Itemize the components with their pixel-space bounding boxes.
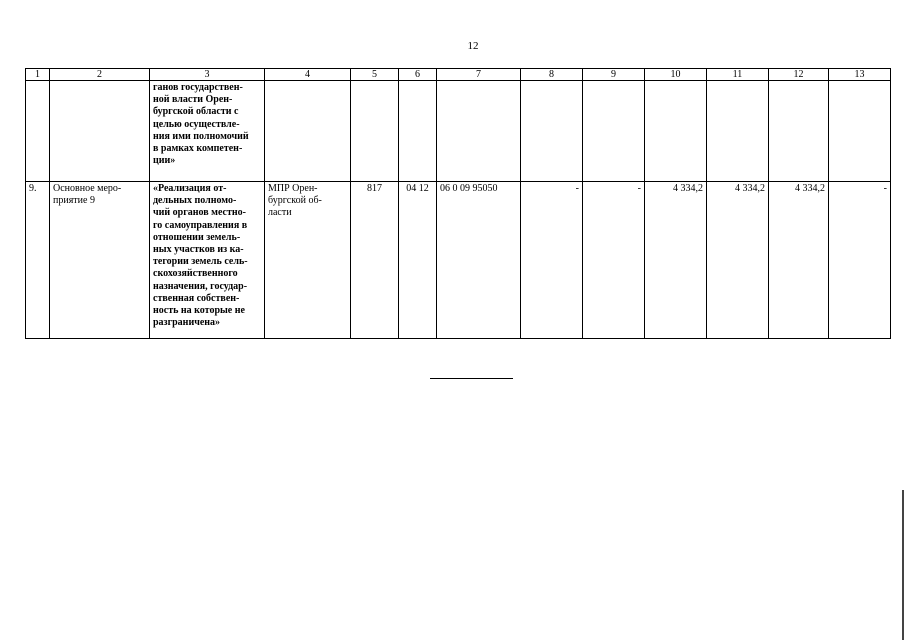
table-row-9: [26, 182, 891, 339]
table-cell: [769, 81, 829, 182]
table-row-continuation: [26, 81, 891, 182]
table-cell: [26, 81, 50, 182]
table-cell: [399, 81, 437, 182]
value-col10: 4 334,2: [645, 182, 707, 339]
scan-edge-mark: [902, 490, 904, 640]
value-col8: -: [521, 182, 583, 339]
table-cell: [437, 81, 521, 182]
activity-type-text: Основное меро- приятие 9: [53, 183, 122, 207]
code-grbs: 817: [351, 182, 399, 339]
column-number: 5: [351, 69, 399, 81]
table-cell: [707, 81, 769, 182]
table-cell: [265, 81, 351, 182]
value-col11: 4 334,2: [707, 182, 769, 339]
column-number: 9: [583, 69, 645, 81]
value-col9: -: [583, 182, 645, 339]
row-number: 9.: [26, 182, 50, 339]
column-number: 8: [521, 69, 583, 81]
activity-type: [50, 182, 150, 339]
executor: [265, 182, 351, 339]
column-number: 13: [829, 69, 891, 81]
table-cell-name: [150, 81, 265, 182]
column-number: 7: [437, 69, 521, 81]
column-number: 10: [645, 69, 707, 81]
column-number: 3: [150, 69, 265, 81]
table-cell: [829, 81, 891, 182]
code-rzpr: 04 12: [399, 182, 437, 339]
executor-text: МПР Орен- бургской об- ласти: [268, 183, 322, 219]
table-cell: [583, 81, 645, 182]
column-number: 4: [265, 69, 351, 81]
table-cell: [645, 81, 707, 182]
column-number: 2: [50, 69, 150, 81]
activity-name-text: «Реализация от- дельных полномо- чий органов местно- го самоуправления в отношении земель- ных участков из ка- тегории земель сель- скохозяйственного назначения, государ- ственная собствен- ность на которые не разграничена»: [153, 183, 248, 329]
end-separator-line: [430, 378, 513, 379]
code-csr: 06 0 09 95050: [437, 182, 521, 339]
column-number: 12: [769, 69, 829, 81]
budget-table: [25, 68, 891, 339]
page-number: 12: [467, 40, 479, 52]
column-number: 6: [399, 69, 437, 81]
column-number: 11: [707, 69, 769, 81]
table-cell: [521, 81, 583, 182]
table-cell: [351, 81, 399, 182]
value-col12: 4 334,2: [769, 182, 829, 339]
value-col13: -: [829, 182, 891, 339]
continuation-text: ганов государствен- ной власти Орен- бургской области с целью осуществле- ния ими полномочий в рамках компетен- ции»: [153, 82, 249, 167]
table-cell: [50, 81, 150, 182]
column-number: 1: [26, 69, 50, 81]
column-number-row: [26, 69, 891, 81]
activity-name: [150, 182, 265, 339]
